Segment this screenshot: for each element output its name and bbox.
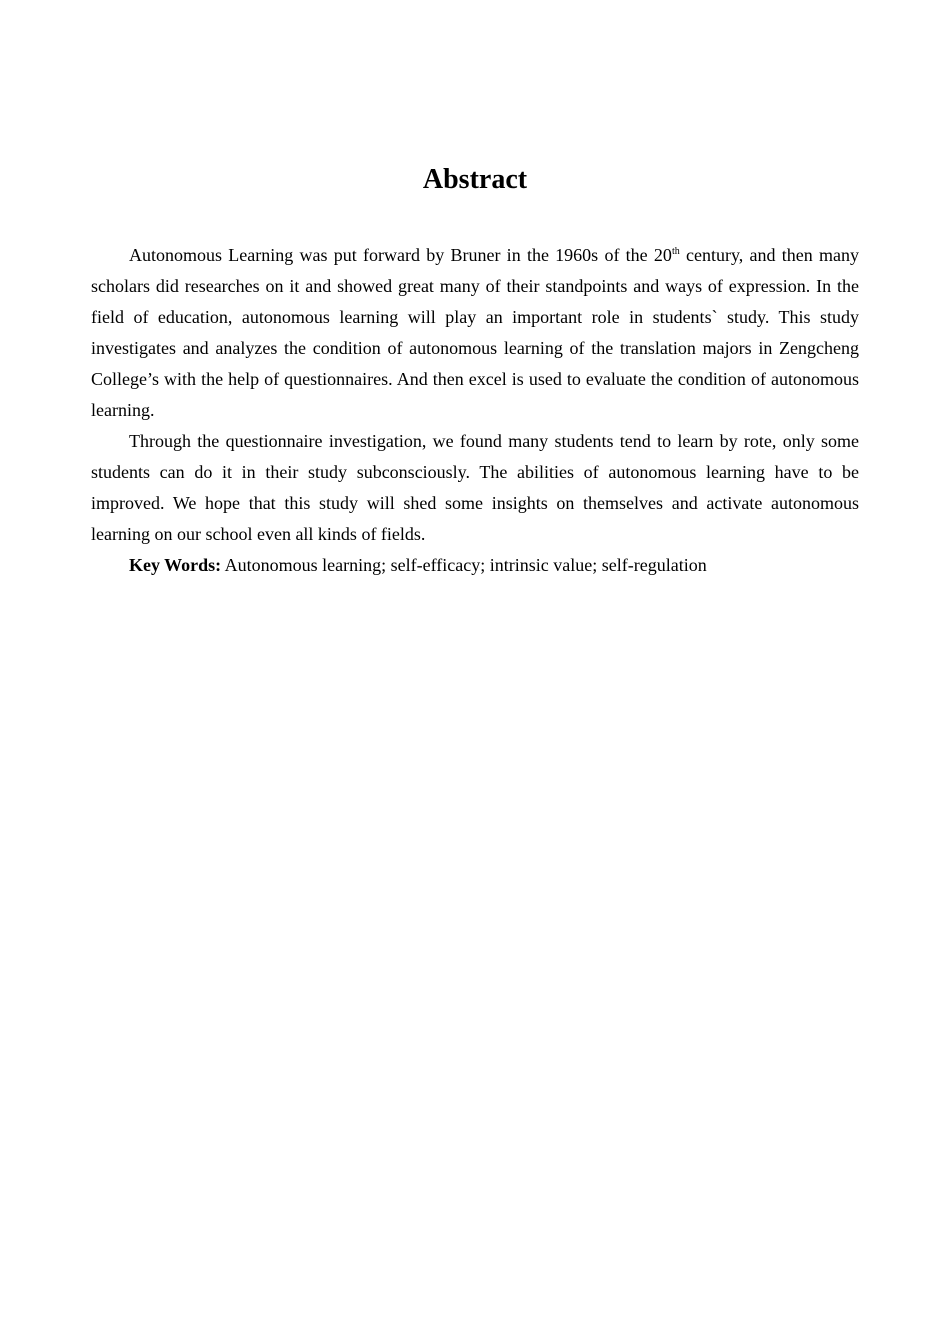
abstract-title: Abstract xyxy=(422,164,528,195)
keywords-line xyxy=(91,550,859,581)
keywords-label: Key Words: xyxy=(129,555,222,575)
paragraph-1-text-end: century, and then many scholars did researches on it and showed great many of their standpoints and ways of expression. In the field of education, autonomous learning will play an important role in students` study. This study investigates and analyzes the condition of autonomous learning of the translation majors in Zengcheng College’s with the help of questionnaires. And then excel is used to evaluate the condition of autonomous learning. xyxy=(91,245,860,420)
keywords-text: Autonomous learning; self-efficacy; intrinsic value; self-regulation xyxy=(221,555,707,575)
ordinal-superscript: th xyxy=(671,246,680,257)
abstract-paragraph-1 xyxy=(91,240,859,426)
abstract-body xyxy=(91,240,859,581)
paragraph-1-text-start: Autonomous Learning was put forward by Bruner in the 1960s of the 20 xyxy=(129,245,672,265)
abstract-paragraph-2: Through the questionnaire investigation, we found many students tend to learn by rote, only some students can do it in their study subconsciously. The abilities of autonomous learning have to be improved. We hope that this study will shed some insights on themselves and activate autonomous learning on our school even all kinds of fields. xyxy=(91,431,859,544)
